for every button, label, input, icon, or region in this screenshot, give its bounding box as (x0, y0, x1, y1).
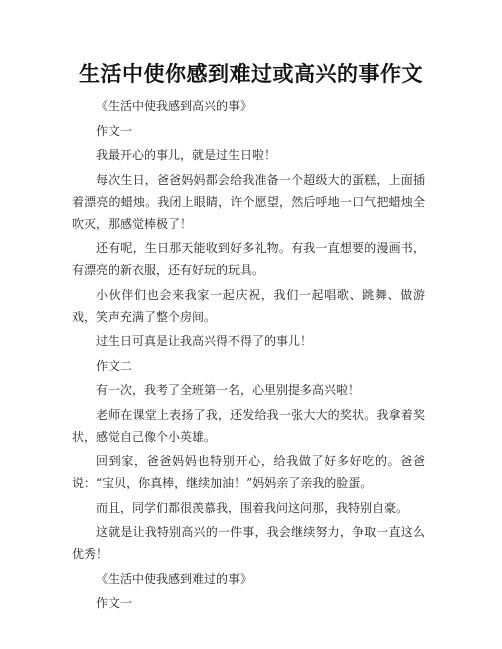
essay-label: 作文一 (96, 123, 133, 138)
heading-sad: 《生活中使我感到难过的事》 (96, 571, 253, 586)
document-title: 生活中使你感到难过或高兴的事作文 (79, 61, 423, 86)
paragraph: 每次生日，爸爸妈妈都会给我准备一个超级大的蛋糕，上面插着漂亮的蜡烛。我闭上眼睛，许个愿望，然后呼地一口气把蜡烛全吹灭，那感觉棒极了！ (72, 172, 425, 231)
paragraph: 我最开心的事儿，就是过生日啦！ (96, 148, 277, 162)
document-body (72, 95, 425, 617)
paragraph: 回到家，爸爸妈妈也特别开心，给我做了好多好吃的。爸爸说：“宝贝，你真棒，继续加油！”妈妈亲了亲我的脸蛋。 (72, 454, 425, 490)
paragraph: 有一次，我考了全班第一名，心里别提多高兴啦！ (96, 383, 361, 397)
paragraph: 老师在课堂上表扬了我，还发给我一张大大的奖状。我拿着奖状，感觉自己像个小英雄。 (72, 407, 425, 444)
heading-happy: 《生活中使我感到高兴的事》 (96, 99, 253, 113)
paragraph: 这就是让我特别高兴的一件事，我会继续努力，争取一直这么优秀！ (72, 525, 425, 561)
paragraph: 而且，同学们都很羡慕我，围着我问这问那，我特别自豪。 (96, 500, 409, 515)
essay-label: 作文一 (96, 596, 133, 610)
paragraph: 过生日可真是让我高兴得不得了的事儿！ (96, 334, 313, 348)
essay-label: 作文二 (96, 358, 133, 373)
paragraph: 小伙伴们也会来我家一起庆祝，我们一起唱歌、跳舞、做游戏，笑声充满了整个房间。 (72, 287, 425, 324)
paragraph: 还有呢，生日那天能收到好多礼物。有我一直想要的漫画书，有漂亮的新衣服，还有好玩的玩具。 (72, 241, 425, 277)
